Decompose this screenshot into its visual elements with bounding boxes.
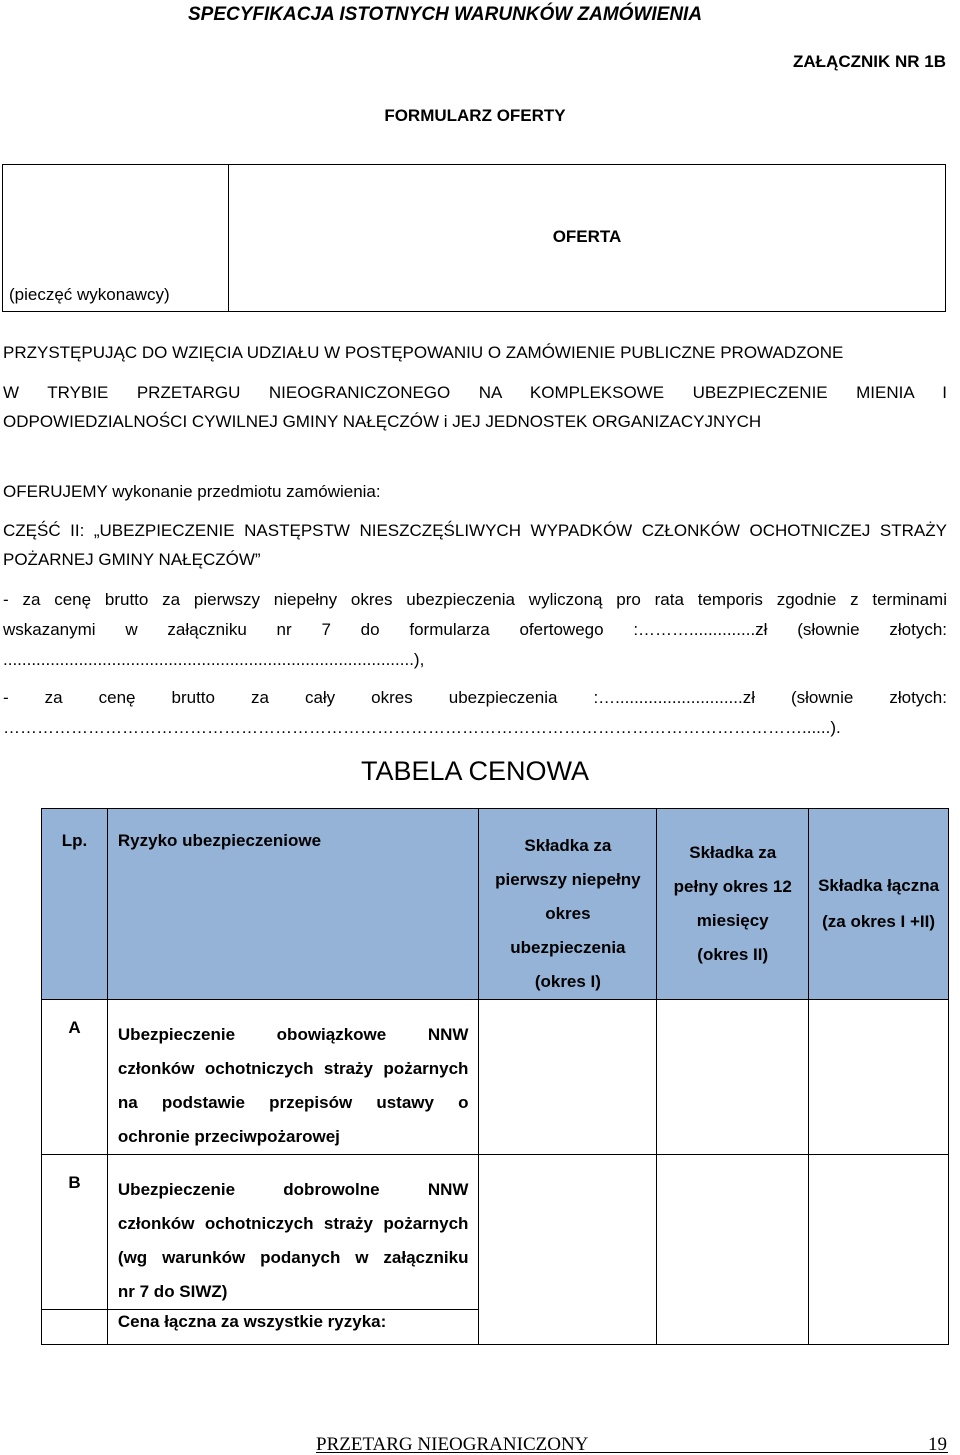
total-label: Cena łączna za wszystkie ryzyka: bbox=[107, 1310, 479, 1345]
risk-line: nr 7 do SIWZ) bbox=[117, 1282, 228, 1301]
header-text: Składka za bbox=[689, 843, 777, 862]
footer-procedure: PRZETARG NIEOGRANICZONY bbox=[316, 1434, 589, 1455]
intro-line-1: PRZYSTĘPUJĄC DO WZIĘCIA UDZIAŁU W POSTĘPOWANIU O ZAMÓWIENIE PUBLICZNE PROWADZONE bbox=[3, 343, 844, 362]
header-text: Składka za bbox=[524, 836, 612, 855]
price-first-period-line-2: wskazanymi w załączniku nr 7 do formularza ofertowego :………..............zł (słownie złotych: bbox=[3, 620, 947, 639]
part-title-line-1: CZĘŚĆ II: „UBEZPIECZENIE NASTĘPSTW NIESZCZĘŚLIWYCH WYPADKÓW CZŁONKÓW OCHOTNICZEJ STRAŻY bbox=[3, 521, 947, 540]
part-title-line-2: POŻARNEJ GMINY NAŁĘCZÓW” bbox=[3, 550, 261, 569]
price-first-period-line-3: .......................................................................................), bbox=[3, 650, 425, 669]
intro-line-2: W TRYBIE PRZETARGU NIEOGRANICZONEGO NA KOMPLEKSOWE UBEZPIECZENIE MIENIA I bbox=[3, 383, 947, 402]
risk-line: członków ochotniczych straży pożarnych bbox=[117, 1214, 469, 1233]
price-full-period-line-2: ……………………………………………………………………………………………………………………………......). bbox=[3, 718, 841, 737]
row-risk-b bbox=[107, 1155, 479, 1310]
input-cell-a-full[interactable] bbox=[657, 1000, 809, 1155]
header-premium-full-period bbox=[657, 809, 809, 1000]
risk-line: członków ochotniczych straży pożarnych bbox=[117, 1059, 469, 1078]
footer-rule bbox=[316, 1452, 948, 1453]
offer-statement: OFERUJEMY wykonanie przedmiotu zamówienia: bbox=[3, 482, 381, 501]
header-premium-first-period bbox=[479, 809, 657, 1000]
header-text: pierwszy niepełny bbox=[495, 870, 641, 889]
table-row bbox=[42, 1155, 949, 1310]
stamp-label: (pieczęć wykonawcy) bbox=[9, 285, 170, 304]
header-text: (okres I) bbox=[534, 972, 601, 991]
header-text: (za okres I +II) bbox=[822, 912, 936, 931]
spec-title: SPECYFIKACJA ISTOTNYCH WARUNKÓW ZAMÓWIENIA bbox=[188, 4, 703, 25]
input-cell-a-total[interactable] bbox=[809, 1000, 949, 1155]
risk-line: na podstawie przepisów ustawy o bbox=[117, 1093, 469, 1112]
intro-line-3: ODPOWIEDZIALNOŚCI CYWILNEJ GMINY NAŁĘCZÓW i JEJ JEDNOSTEK ORGANIZACYJNYCH bbox=[3, 412, 762, 431]
price-table-title: TABELA CENOWA bbox=[360, 756, 590, 786]
risk-line: Ubezpieczenie obowiązkowe NNW bbox=[117, 1025, 469, 1044]
input-cell-b-full[interactable] bbox=[657, 1155, 809, 1345]
input-cell-b-total[interactable] bbox=[809, 1155, 949, 1345]
attachment-number: ZAŁĄCZNIK NR 1B bbox=[793, 52, 946, 71]
header-text: (okres II) bbox=[697, 945, 769, 964]
row-label-a: A bbox=[42, 1000, 108, 1155]
header-risk: Ryzyko ubezpieczeniowe bbox=[107, 809, 479, 1000]
table-header-row bbox=[42, 809, 949, 1000]
header-text: pełny okres 12 bbox=[673, 877, 792, 896]
input-cell-b-first[interactable] bbox=[479, 1155, 657, 1345]
header-text: miesięcy bbox=[696, 911, 769, 930]
offer-title: OFERTA bbox=[552, 227, 622, 246]
risk-line: Ubezpieczenie dobrowolne NNW bbox=[117, 1180, 469, 1199]
row-risk-a bbox=[107, 1000, 479, 1155]
table-row bbox=[42, 1000, 949, 1155]
header-text: Składka łączna bbox=[818, 876, 940, 895]
header-premium-total bbox=[809, 809, 949, 1000]
row-label-b: B bbox=[42, 1155, 108, 1310]
contractor-stamp-field bbox=[3, 165, 229, 311]
offer-header-box bbox=[2, 164, 946, 312]
total-label-spacer bbox=[42, 1310, 108, 1345]
header-lp: Lp. bbox=[42, 809, 108, 1000]
header-text: ubezpieczenia bbox=[510, 938, 626, 957]
input-cell-a-first[interactable] bbox=[479, 1000, 657, 1155]
price-full-period-line-1: - za cenę brutto za cały okres ubezpieczenia :…...........................zł (słownie złotych: bbox=[3, 688, 947, 707]
page-number: 19 bbox=[928, 1434, 947, 1455]
price-first-period-line-1: - za cenę brutto za pierwszy niepełny okres ubezpieczenia wyliczoną pro rata temporis zgodnie z terminami bbox=[3, 590, 947, 609]
form-title: FORMULARZ OFERTY bbox=[384, 106, 566, 125]
price-table bbox=[41, 808, 949, 1345]
risk-line: (wg warunków podanych w załączniku bbox=[117, 1248, 469, 1267]
risk-line: ochronie przeciwpożarowej bbox=[117, 1127, 340, 1146]
header-text: okres bbox=[545, 904, 591, 923]
